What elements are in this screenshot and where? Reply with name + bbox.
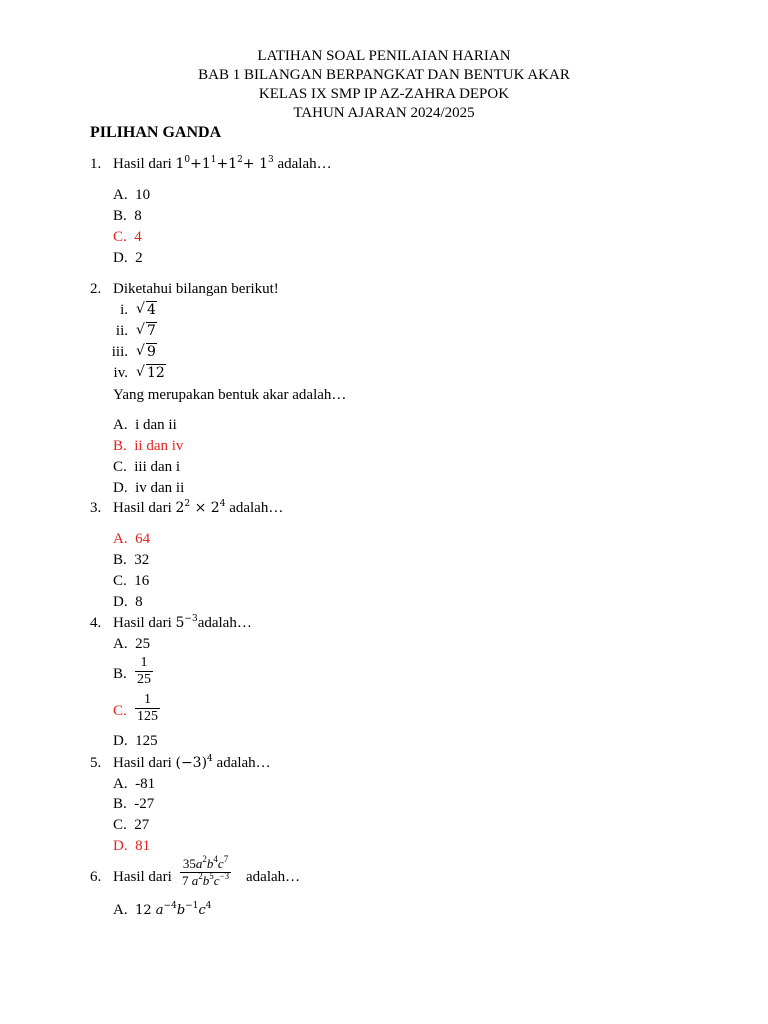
q6-pre: Hasil dari <box>113 869 172 885</box>
q2-root-iii: √ 9 <box>136 343 156 360</box>
q3-number: 3. <box>90 500 102 516</box>
q1-post: adalah… <box>277 156 332 172</box>
q1-option-d: D. 2 <box>113 250 143 266</box>
q2-roman-i: i. <box>120 302 128 318</box>
q2-text: Diketahui bilangan berikut! <box>113 281 279 297</box>
q5-option-b: B. -27 <box>113 796 155 812</box>
section-title: PILIHAN GANDA <box>90 124 222 141</box>
q3-option-b: B. 32 <box>113 552 150 568</box>
q1-text <box>113 155 332 174</box>
q4-text: Hasil dari $5^{-3}adalah\dots$ <box>113 614 252 631</box>
q5-option-a: A. -81 <box>113 776 156 792</box>
q2-option-a: A. i dan ii <box>113 417 177 433</box>
q5-number: 5. <box>90 755 102 771</box>
q4-expression: $5^{-3}$ <box>175 614 198 631</box>
q4-option-b-letter: B. <box>113 666 127 682</box>
q2-root-iv: √ 12 <box>136 364 165 381</box>
q1-option-b: B. 8 <box>113 208 142 224</box>
q3-option-a-answer: A. 64 <box>113 531 151 547</box>
q4-option-a: A. 25 <box>113 636 151 652</box>
q1-option-c-answer: C. 4 <box>113 229 142 245</box>
q3-expression: $2^2 \times 2^4$ <box>175 499 226 516</box>
q6-fraction: $\frac{35a^2b^4c^7}{7 a^2b^5c^{-3}}$ <box>182 854 230 888</box>
q2-roman-iv: iv. <box>113 365 128 381</box>
q1-number: 1. <box>90 156 102 172</box>
q2-number: 2. <box>90 281 102 297</box>
q4-option-c-fraction-answer: $\frac{1}{125}$ <box>137 692 158 724</box>
header-line-1: LATIHAN SOAL PENILAIAN HARIAN <box>257 48 511 64</box>
header-line-2: BAB 1 BILANGAN BERPANGKAT DAN BENTUK AKAR <box>198 67 570 83</box>
q3-option-d: D. 8 <box>113 594 143 610</box>
q5-option-c: C. 27 <box>113 817 150 833</box>
q4-option-d: D. 125 <box>113 733 158 749</box>
q6-number: 6. <box>90 869 102 885</box>
q1-pre: Hasil dari <box>113 156 172 172</box>
header-line-3: KELAS IX SMP IP AZ-ZAHRA DEPOK <box>258 86 510 102</box>
q2-roman-ii: ii. <box>115 323 128 339</box>
q6-option-a: A. 12 $a^{-4}b^{-1}c^4$ <box>113 901 212 918</box>
q5-expression: $(-3)^4$ <box>175 754 213 771</box>
q3-text: Hasil dari $2^2 \times 2^4$ adalah… <box>113 499 284 516</box>
q6-post: adalah… <box>246 869 301 885</box>
q1-option-a: A. 10 <box>113 187 151 203</box>
header-line-4: TAHUN AJARAN 2024/2025 <box>293 105 475 121</box>
q4-option-b-fraction: $\frac{1}{25}$ <box>137 655 151 687</box>
q4-option-c-letter-answer: C. <box>113 703 127 719</box>
q2-root-i: √ 4 <box>136 301 156 318</box>
q5-text: Hasil dari $(-3)^4$ adalah… <box>113 754 271 771</box>
q2-option-b-answer: B. ii dan iv <box>113 438 184 454</box>
q5-option-d-answer: D. 81 <box>113 838 151 854</box>
q2-option-d: D. iv dan ii <box>113 480 185 496</box>
q2-question: Yang merupakan bentuk akar adalah… <box>113 387 347 403</box>
q3-option-c: C. 16 <box>113 573 150 589</box>
q2-option-c: C. iii dan i <box>113 459 181 475</box>
q4-number: 4. <box>90 615 102 631</box>
q2-roman-iii: iii. <box>111 344 128 360</box>
q2-root-ii: √ 7 <box>136 322 156 339</box>
q1-expression: $1^0+1^1+1^2+ 1^3$ <box>175 155 274 172</box>
